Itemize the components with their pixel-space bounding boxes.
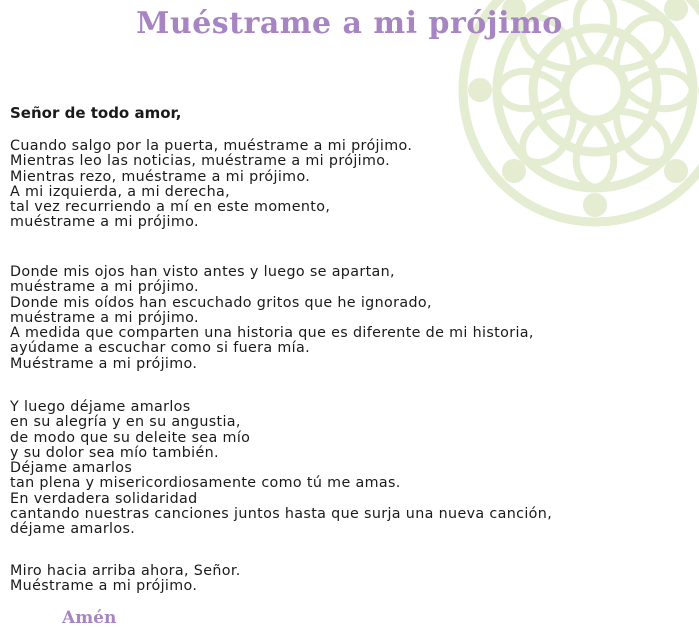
verse-line: ayúdame a escuchar como si fuera mía. (10, 340, 310, 357)
verse-line: muéstrame a mi prójimo. (10, 279, 199, 296)
verse-line: Muéstrame a mi prójimo. (10, 355, 198, 372)
verse-line: en su alegría y en su angustia, (10, 414, 241, 431)
verse-line: cantando nuestras canciones juntos hasta que surja una nueva canción, (10, 506, 553, 523)
verse-line: tal vez recurriendo a mí en este momento, (10, 199, 331, 216)
verse-line: muéstrame a mi prójimo. (10, 214, 199, 231)
stanza-1 (10, 139, 412, 231)
stanza-4 (10, 564, 241, 595)
verse-line: y su dolor sea mío también. (10, 444, 219, 461)
verse-line: déjame amarlos. (10, 521, 136, 538)
stanza-2 (10, 265, 534, 372)
verse-line: tan plena y misericordiosamente como tú me amas. (10, 475, 401, 492)
verse-line: Y luego déjame amarlos (10, 399, 191, 415)
verse-line: muéstrame a mi prójimo. (10, 309, 199, 326)
closing-amen: Amén (62, 608, 117, 628)
verse-line: Miro hacia arriba ahora, Señor. (10, 563, 241, 579)
verse-line: Donde mis ojos han visto antes y luego se apartan, (10, 264, 395, 280)
verse-line: Muéstrame a mi prójimo. (10, 578, 198, 595)
verse-line: Mientras leo las noticias, muéstrame a mi prójimo. (10, 153, 390, 170)
verse-line: Donde mis oídos han escuchado gritos que he ignorado, (10, 294, 432, 311)
verse-line: Cuando salgo por la puerta, muéstrame a mi prójimo. (10, 138, 413, 154)
page-title: Muéstrame a mi prójimo (136, 6, 563, 41)
salutation: Señor de todo amor, (10, 104, 182, 122)
verse-line: Mientras rezo, muéstrame a mi prójimo. (10, 168, 311, 185)
verse-line: A medida que comparten una historia que es diferente de mi historia, (10, 325, 534, 342)
stanza-3 (10, 400, 552, 538)
verse-line: de modo que su deleite sea mío (10, 429, 251, 446)
verse-line: En verdadera solidaridad (10, 490, 198, 507)
verse-line: Déjame amarlos (10, 460, 133, 477)
verse-line: A mi izquierda, a mi derecha, (10, 183, 231, 200)
